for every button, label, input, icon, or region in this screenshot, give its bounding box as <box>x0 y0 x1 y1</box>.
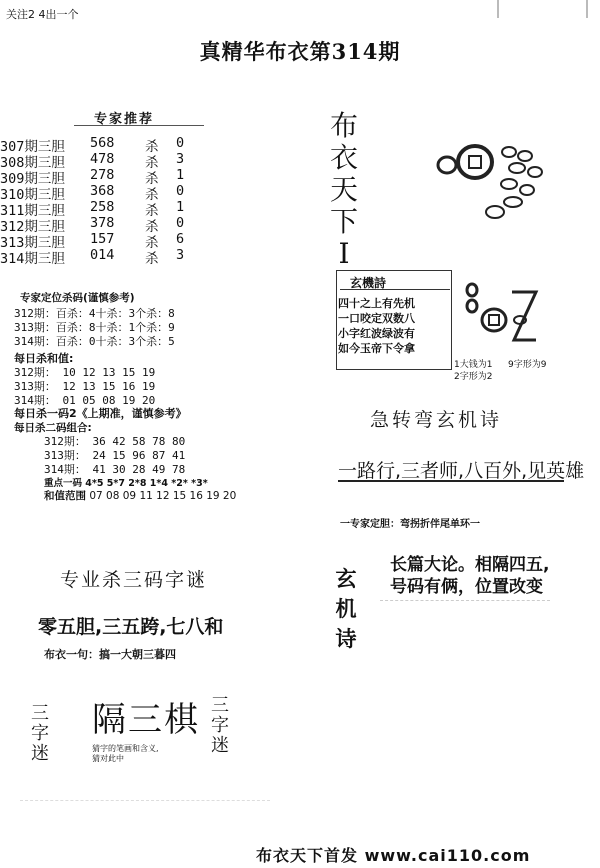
expert-kill-label: 杀 <box>145 251 159 267</box>
expert-nums: 157 <box>90 231 115 247</box>
hint-text: 1大钱为1 <box>454 360 493 370</box>
pair-line: 312期： 36 42 58 78 80 <box>44 435 186 448</box>
corner-mark <box>497 0 499 18</box>
xuanji-heading-rule <box>340 289 450 290</box>
expert-kill-label: 杀 <box>145 203 159 219</box>
expert-kill: 0 <box>176 183 185 199</box>
side-label-left: 三字迷 <box>31 703 49 764</box>
xuanji-heading: 玄機詩 <box>350 276 387 290</box>
expert-title: 专家推荐 <box>94 112 155 127</box>
pair-line: 314期： 41 30 28 49 78 <box>44 463 186 476</box>
expert-nums: 568 <box>90 135 115 151</box>
expert-nums: 014 <box>90 247 115 263</box>
expert-kill-label: 杀 <box>145 139 159 155</box>
expert-period: 314期三胆 <box>0 251 65 267</box>
expert-gall-caption: 一专家定胆：弯拐折伴尾单环一 <box>340 519 480 530</box>
expert-row <box>0 215 200 235</box>
expert-nums: 278 <box>90 167 115 183</box>
poem-line: 四十之上有先机 <box>338 297 415 310</box>
expert-period: 311期三胆 <box>0 203 65 219</box>
expert-kill-label: 杀 <box>145 187 159 203</box>
poem-line: 小字红波绿波有 <box>338 327 415 340</box>
riddle-title: 专业杀三码字谜 <box>60 569 208 591</box>
side-label-right: 三字迷 <box>211 695 229 756</box>
sum-range <box>44 488 236 503</box>
sharp-turn-title: 急转弯玄机诗 <box>370 409 503 431</box>
daily-kill-title: 每日杀一码2《上期准，谨慎参考》 <box>14 407 187 420</box>
expert-period: 312期三胆 <box>0 219 65 235</box>
expert-period: 307期三胆 <box>0 139 65 155</box>
expert-title-underline <box>74 125 204 126</box>
expert-nums: 258 <box>90 199 115 215</box>
riddle-note: 猜字的笔画和含义,猜对此中 <box>92 744 159 763</box>
expert-row <box>0 199 200 219</box>
gall-line: 长篇大论。相隔四五, <box>390 555 550 575</box>
number-shape-icon <box>462 280 542 352</box>
hint-text: 2字形为2 <box>454 372 493 382</box>
sum-line: 313期： 12 13 15 16 19 <box>14 380 156 393</box>
expert-nums: 478 <box>90 151 115 167</box>
poem-line: 如今玉帝下令拿 <box>338 342 415 355</box>
expert-row <box>0 135 200 155</box>
buyi-vertical-title: 布衣天下I <box>329 109 358 270</box>
expert-kill: 0 <box>176 215 185 231</box>
expert-nums: 368 <box>90 183 115 199</box>
corner-mark <box>586 0 588 18</box>
footer-text: 布衣天下首发 www.cai110.com <box>256 846 531 865</box>
expert-row <box>0 231 200 251</box>
expert-period: 309期三胆 <box>0 171 65 187</box>
faint-divider <box>20 800 270 801</box>
kill-line: 312期：百杀：4十杀：3个杀：8 <box>14 307 175 320</box>
expert-kill: 6 <box>176 231 185 247</box>
expert-period: 313期三胆 <box>0 235 65 251</box>
expert-row <box>0 247 200 267</box>
buyi-phrase: 布衣一句：搞一大朝三暮四 <box>44 648 176 661</box>
page-title: 真精华布衣第314期 <box>199 39 401 64</box>
sum-range-values: 07 08 09 11 12 15 16 19 20 <box>89 490 237 502</box>
expert-kill: 3 <box>176 151 185 167</box>
xuanji-vertical: 玄机诗 <box>335 567 357 651</box>
expert-kill: 1 <box>176 167 185 183</box>
key-code: 重点一码 4*5 5*7 2*8 1*4 *2* *3* <box>44 478 208 489</box>
expert-nums: 378 <box>90 215 115 231</box>
top-note: 关注2 4出一个 <box>6 8 79 21</box>
riddle-big: 隔三棋 <box>92 700 200 740</box>
expert-kill-label: 杀 <box>145 171 159 187</box>
kill-line: 313期：百杀：8十杀：1个杀：9 <box>14 321 175 334</box>
daily-sum-title: 每日杀和值: <box>14 352 74 365</box>
expert-kill: 0 <box>176 135 185 151</box>
path-line: 一路行,三者师,八百外,见英雄 <box>338 460 585 482</box>
expert-kill: 1 <box>176 199 185 215</box>
sum-line: 314期： 01 05 08 19 20 <box>14 394 156 407</box>
expert-kill-label: 杀 <box>145 235 159 251</box>
hint-text: 9字形为9 <box>508 360 547 370</box>
pair-line: 313期： 24 15 96 87 41 <box>44 449 186 462</box>
daily-kill2-title: 每日杀二码组合: <box>14 422 92 434</box>
faint-divider <box>380 600 550 601</box>
kill-line: 314期：百杀：0十杀：3个杀：5 <box>14 335 175 348</box>
sum-line: 312期： 10 12 13 15 19 <box>14 366 156 379</box>
expert-row <box>0 151 200 171</box>
expert-period: 308期三胆 <box>0 155 65 171</box>
expert-row <box>0 167 200 187</box>
expert-row <box>0 183 200 203</box>
expert-kill-label: 杀 <box>145 219 159 235</box>
expert-kill-label: 杀 <box>145 155 159 171</box>
poem-line: 一口咬定双数八 <box>338 312 415 325</box>
sum-range-label: 和值范围 <box>44 490 86 502</box>
riddle-text: 零五胆,三五跨,七八和 <box>38 616 224 638</box>
kill-title: 专家定位杀码(谨慎参考) <box>20 292 135 304</box>
path-underline <box>338 480 564 482</box>
gall-line: 号码有俩，位置改变 <box>390 577 543 597</box>
coin-cluster-icon <box>435 140 550 230</box>
expert-kill: 3 <box>176 247 185 263</box>
expert-period: 310期三胆 <box>0 187 65 203</box>
